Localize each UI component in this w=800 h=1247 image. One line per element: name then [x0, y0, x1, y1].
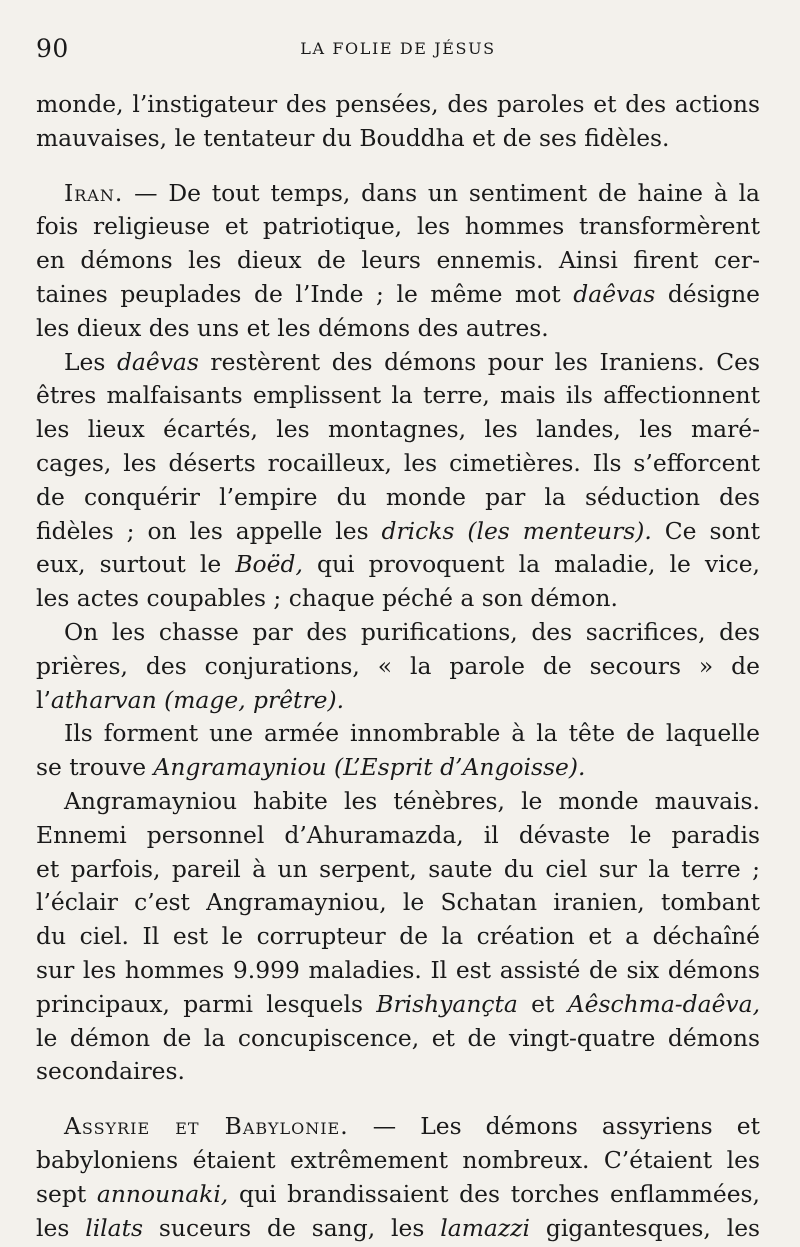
- text-line: l’atharvan (mage, prêtre).: [36, 685, 345, 714]
- text-line: secondaires.: [36, 1057, 185, 1086]
- text-line: Les daêvas restèrent des démons pour les Iraniens. Ces: [64, 347, 760, 376]
- text-line: les lilats suceurs de sang, les lamazzi gigantesques, les: [36, 1213, 760, 1242]
- text-line: prières, des conjurations, « la parole de secours » de: [36, 651, 760, 680]
- text-line: babyloniens étaient extrêmement nombreux. C’étaient les: [36, 1145, 760, 1174]
- text-line: eux, surtout le Boëd, qui provoquent la maladie, le vice,: [36, 550, 760, 579]
- text-line: en démons les dieux de leurs ennemis. Ainsi firent cer-: [36, 246, 760, 275]
- running-title: LA FOLIE DE JÉSUS: [300, 39, 496, 58]
- body-text: [36, 88, 760, 1245]
- section-heading-assyrie: Assyrie et Babylonie.: [64, 1112, 349, 1141]
- text-line: l’éclair c’est Angramayniou, le Schatan iranien, tombant: [36, 888, 760, 917]
- text-line: êtres malfaisants emplissent la terre, mais ils affectionnent: [36, 381, 760, 410]
- text-line: et parfois, pareil à un serpent, saute du ciel sur la terre ;: [36, 854, 760, 883]
- text-line: On les chasse par des purifications, des sacrifices, des: [64, 617, 760, 646]
- page-number: 90: [36, 34, 69, 63]
- text-line: fois religieuse et patriotique, les hommes transformèrent: [36, 212, 760, 241]
- page-header: [36, 34, 760, 68]
- text-line: se trouve Angramayniou (L’Esprit d’Angoisse).: [36, 753, 586, 782]
- text-line: sept announaki, qui brandissaient des torches enflammées,: [36, 1179, 760, 1208]
- text-line: cages, les déserts rocailleux, les cimetières. Ils s’efforcent: [36, 448, 760, 477]
- text-line: mauvaises, le tentateur du Bouddha et de ses fidèles.: [36, 123, 670, 152]
- text-line: Iran. — De tout temps, dans un sentiment de haine à la: [64, 178, 760, 207]
- text-line: le démon de la concupiscence, et de vingt-quatre démons: [36, 1023, 760, 1052]
- section-gap: [36, 156, 760, 177]
- text-line: Angramayniou habite les ténèbres, le monde mauvais.: [64, 786, 760, 815]
- text-line: Ennemi personnel d’Ahuramazda, il dévaste le paradis: [36, 820, 760, 849]
- text-line: taines peuplades de l’Inde ; le même mot daêvas désigne: [36, 279, 760, 308]
- text-line: les dieux des uns et les démons des autres.: [36, 313, 549, 342]
- text-line: monde, l’instigateur des pensées, des paroles et des actions: [36, 90, 760, 118]
- text-line: les actes coupables ; chaque péché a son démon.: [36, 584, 618, 613]
- text-line: principaux, parmi lesquels Brishyançta et Aêschma-daêva,: [36, 989, 760, 1018]
- text-line: Assyrie et Babylonie. — Les démons assyriens et: [64, 1112, 760, 1141]
- text-line: de conquérir l’empire du monde par la séduction des: [36, 482, 760, 511]
- section-gap: [36, 1089, 760, 1110]
- text-line: les lieux écartés, les montagnes, les landes, les maré-: [36, 415, 760, 444]
- text-line: du ciel. Il est le corrupteur de la création et a déchaîné: [36, 922, 760, 951]
- text-line: fidèles ; on les appelle les dricks (les menteurs). Ce sont: [36, 516, 760, 545]
- text-line: sur les hommes 9.999 maladies. Il est assisté de six démons: [36, 955, 760, 984]
- section-heading-iran: Iran.: [64, 178, 124, 207]
- text-line: Ils forment une armée innombrable à la tête de laquelle: [64, 719, 760, 748]
